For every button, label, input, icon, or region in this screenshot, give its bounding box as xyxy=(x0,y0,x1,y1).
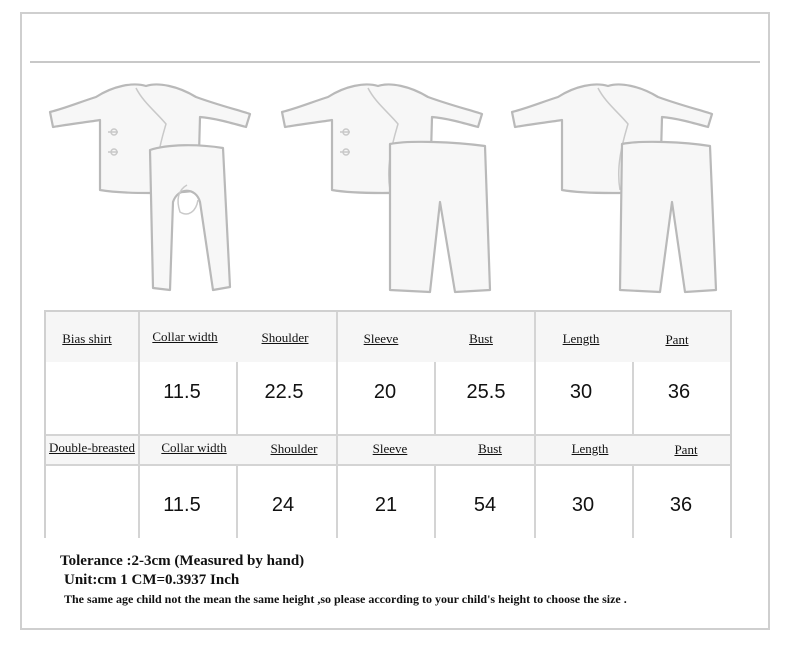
value-collar-width: 11.5 xyxy=(163,381,201,403)
size-advice-note: The same age child not the mean the same height ,so please according to your child's height to choose the size . xyxy=(64,592,627,606)
header-length: Length xyxy=(571,441,609,456)
size-table xyxy=(44,310,732,538)
outfit-illustration-bias-shirt-closed-pants xyxy=(280,72,520,300)
outfit-illustration-bias-shirt-open-pants xyxy=(48,72,288,300)
column-divider xyxy=(336,312,338,538)
unit-note: Unit:cm 1 CM=0.3937 Inch xyxy=(64,572,240,588)
value-bust: 54 xyxy=(473,494,497,516)
value-sleeve: 20 xyxy=(373,381,397,403)
column-divider xyxy=(632,464,634,538)
column-divider xyxy=(434,464,436,538)
header-shoulder: Shoulder xyxy=(261,330,309,345)
style-label-double-breasted: Double-breasted xyxy=(49,440,135,455)
header-sleeve: Sleeve xyxy=(372,441,408,456)
header-pant: Pant xyxy=(665,332,689,347)
column-divider xyxy=(534,312,536,538)
column-divider xyxy=(236,362,238,434)
header-collar-width: Collar width xyxy=(161,440,227,455)
column-divider xyxy=(434,362,436,434)
header-shoulder: Shoulder xyxy=(270,441,318,456)
header-collar-width: Collar width xyxy=(152,329,218,344)
column-divider xyxy=(138,312,140,538)
tolerance-note: Tolerance :2-3cm (Measured by hand) xyxy=(60,553,305,569)
style-label-bias-shirt: Bias shirt xyxy=(62,331,112,346)
value-pant: 36 xyxy=(669,494,693,516)
column-divider xyxy=(236,464,238,538)
header-sleeve: Sleeve xyxy=(363,331,399,346)
value-sleeve: 21 xyxy=(374,494,398,516)
row-divider xyxy=(46,434,730,436)
header-divider xyxy=(30,61,760,63)
header-bust: Bust xyxy=(469,331,493,346)
header-pant: Pant xyxy=(674,442,698,457)
value-shoulder: 24 xyxy=(271,494,295,516)
header-bust: Bust xyxy=(478,441,502,456)
column-divider xyxy=(632,362,634,434)
outfit-illustration-double-breasted xyxy=(510,72,750,300)
header-length: Length xyxy=(562,331,600,346)
row-divider xyxy=(46,464,730,466)
value-length: 30 xyxy=(569,381,593,403)
value-length: 30 xyxy=(571,494,595,516)
value-shoulder: 22.5 xyxy=(264,381,304,403)
value-bust: 25.5 xyxy=(466,381,506,403)
value-pant: 36 xyxy=(667,381,691,403)
value-collar-width: 11.5 xyxy=(163,494,201,516)
